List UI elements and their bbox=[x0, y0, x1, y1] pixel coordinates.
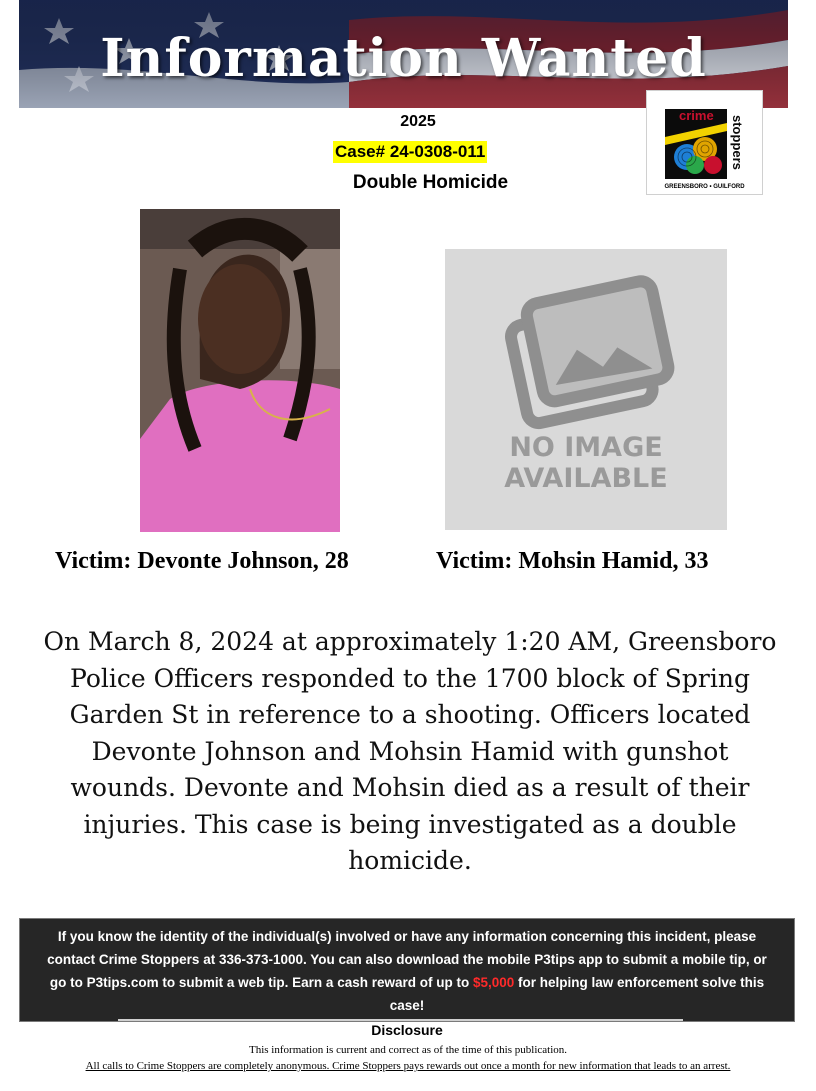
logo-location: GREENSBORO • GUILFORD bbox=[664, 184, 745, 190]
tip-information-box bbox=[19, 918, 795, 1022]
victim-caption-2: Victim: Mohsin Hamid, 33 bbox=[436, 548, 709, 574]
tip-text: If you know the identity of the individual(s) involved or have any information concerning this incident, please contact Crime Stoppers at 336-373-1000. You can also download the mobile P3tips app to submit a mobile tip, or go to P3tips.com to submit a web tip. Earn a cash reward of up to bbox=[47, 929, 767, 990]
no-image-text-line-2: AVAILABLE bbox=[504, 463, 668, 494]
case-narrative: On March 8, 2024 at approximately 1:20 AM, Greensboro Police Officers responded to the 1700 block of Spring Garden St in reference to a shooting. Officers located Devonte Johnson and Mohsin Hamid with gunshot wounds. Devonte and Mohsin died as a result of their injuries. This case is being investigated as a double homicide. bbox=[43, 627, 777, 875]
crime-stoppers-logo bbox=[646, 90, 763, 195]
fingerprint-logo-icon bbox=[665, 109, 745, 181]
reward-amount: $5,000 bbox=[472, 975, 515, 990]
tip-text-end: for helping law enforcement solve this case! bbox=[389, 975, 765, 1013]
crime-type: Double Homicide bbox=[352, 172, 509, 193]
disclosure-line-2: All calls to Crime Stoppers are completely anonymous. Crime Stoppers pays rewards out once a month for new information that leads to an arrest. bbox=[85, 1060, 731, 1072]
svg-text:stoppers: stoppers bbox=[730, 115, 745, 170]
divider bbox=[118, 1019, 683, 1021]
svg-text:crime: crime bbox=[679, 109, 714, 123]
disclosure-title: Disclosure bbox=[371, 1022, 443, 1038]
no-image-placeholder bbox=[445, 249, 727, 530]
page-title: Information Wanted bbox=[100, 28, 707, 89]
case-number: Case# 24-0308-011 bbox=[335, 142, 486, 161]
victim-caption-1: Victim: Devonte Johnson, 28 bbox=[55, 548, 349, 574]
no-image-text-line-1: NO IMAGE bbox=[509, 432, 663, 463]
disclosure-line-1: This information is current and correct as of the time of this publication. bbox=[249, 1044, 567, 1056]
victim-photo-devonte-johnson bbox=[140, 209, 340, 532]
case-year: 2025 bbox=[400, 113, 436, 130]
